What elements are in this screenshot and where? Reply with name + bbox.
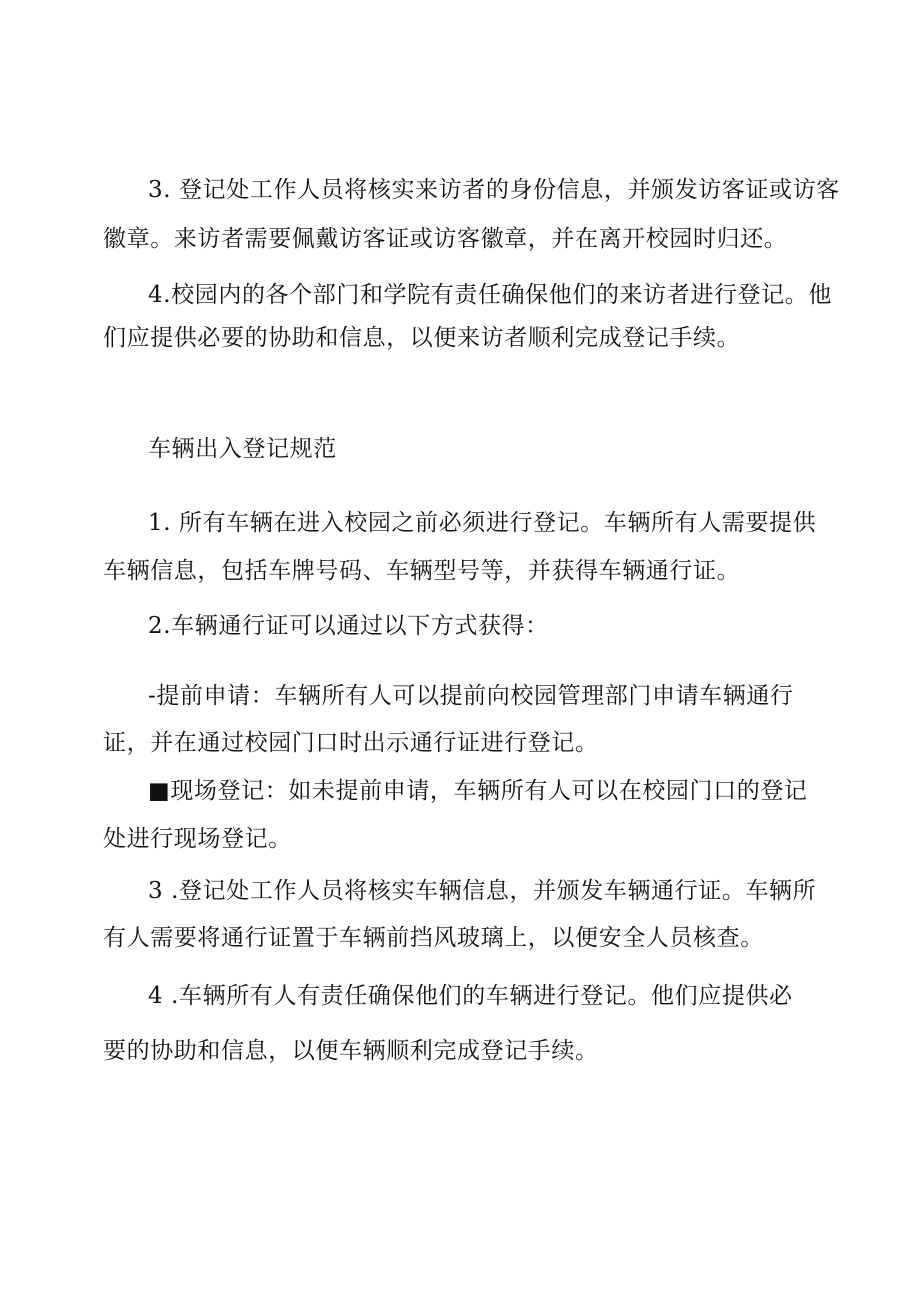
list-item-advance-line-1: -提前申请：车辆所有人可以提前向校园管理部门申请车辆通行 (148, 683, 794, 709)
paragraph-vehicle-1-line-2: 车辆信息，包括车牌号码、车辆型号等，并获得车辆通行证。 (103, 558, 741, 584)
paragraph-vehicle-3-line-1: 3 .登记处工作人员将核实车辆信息，并颁发车辆通行证。车辆所 (148, 878, 817, 904)
paragraph-visitor-4-line-2: 们应提供必要的协助和信息，以便来访者顺利完成登记手续。 (103, 325, 741, 351)
list-item-advance-line-2: 证，并在通过校园门口时出示通行证进行登记。 (103, 730, 599, 756)
paragraph-vehicle-3-line-2: 有人需要将通行证置于车辆前挡风玻璃上，以便安全人员核查。 (103, 925, 764, 951)
paragraph-vehicle-4-line-1: 4 .车辆所有人有责任确保他们的车辆进行登记。他们应提供必 (148, 983, 793, 1009)
paragraph-visitor-4-line-1: 4.校园内的各个部门和学院有责任确保他们的来访者进行登记。他 (148, 282, 832, 308)
paragraph-visitor-3-line-2: 徽章。来访者需要佩戴访客证或访客徽章，并在离开校园时归还。 (103, 226, 788, 252)
paragraph-vehicle-2-line-1: 2.车辆通行证可以通过以下方式获得： (148, 613, 549, 639)
list-item-onsite-line-1: ■现场登记：如未提前申请，车辆所有人可以在校园门口的登记 (148, 778, 808, 804)
paragraph-vehicle-4-line-2: 要的协助和信息，以便车辆顺利完成登记手续。 (103, 1038, 599, 1064)
paragraph-vehicle-1-line-1: 1. 所有车辆在进入校园之前必须进行登记。车辆所有人需要提供 (148, 510, 817, 536)
section-heading: 车辆出入登记规范 (148, 436, 337, 462)
list-item-onsite-line-2: 处进行现场登记。 (103, 826, 292, 852)
paragraph-visitor-3-line-1: 3. 登记处工作人员将核实来访者的身份信息，并颁发访客证或访客 (148, 177, 840, 203)
